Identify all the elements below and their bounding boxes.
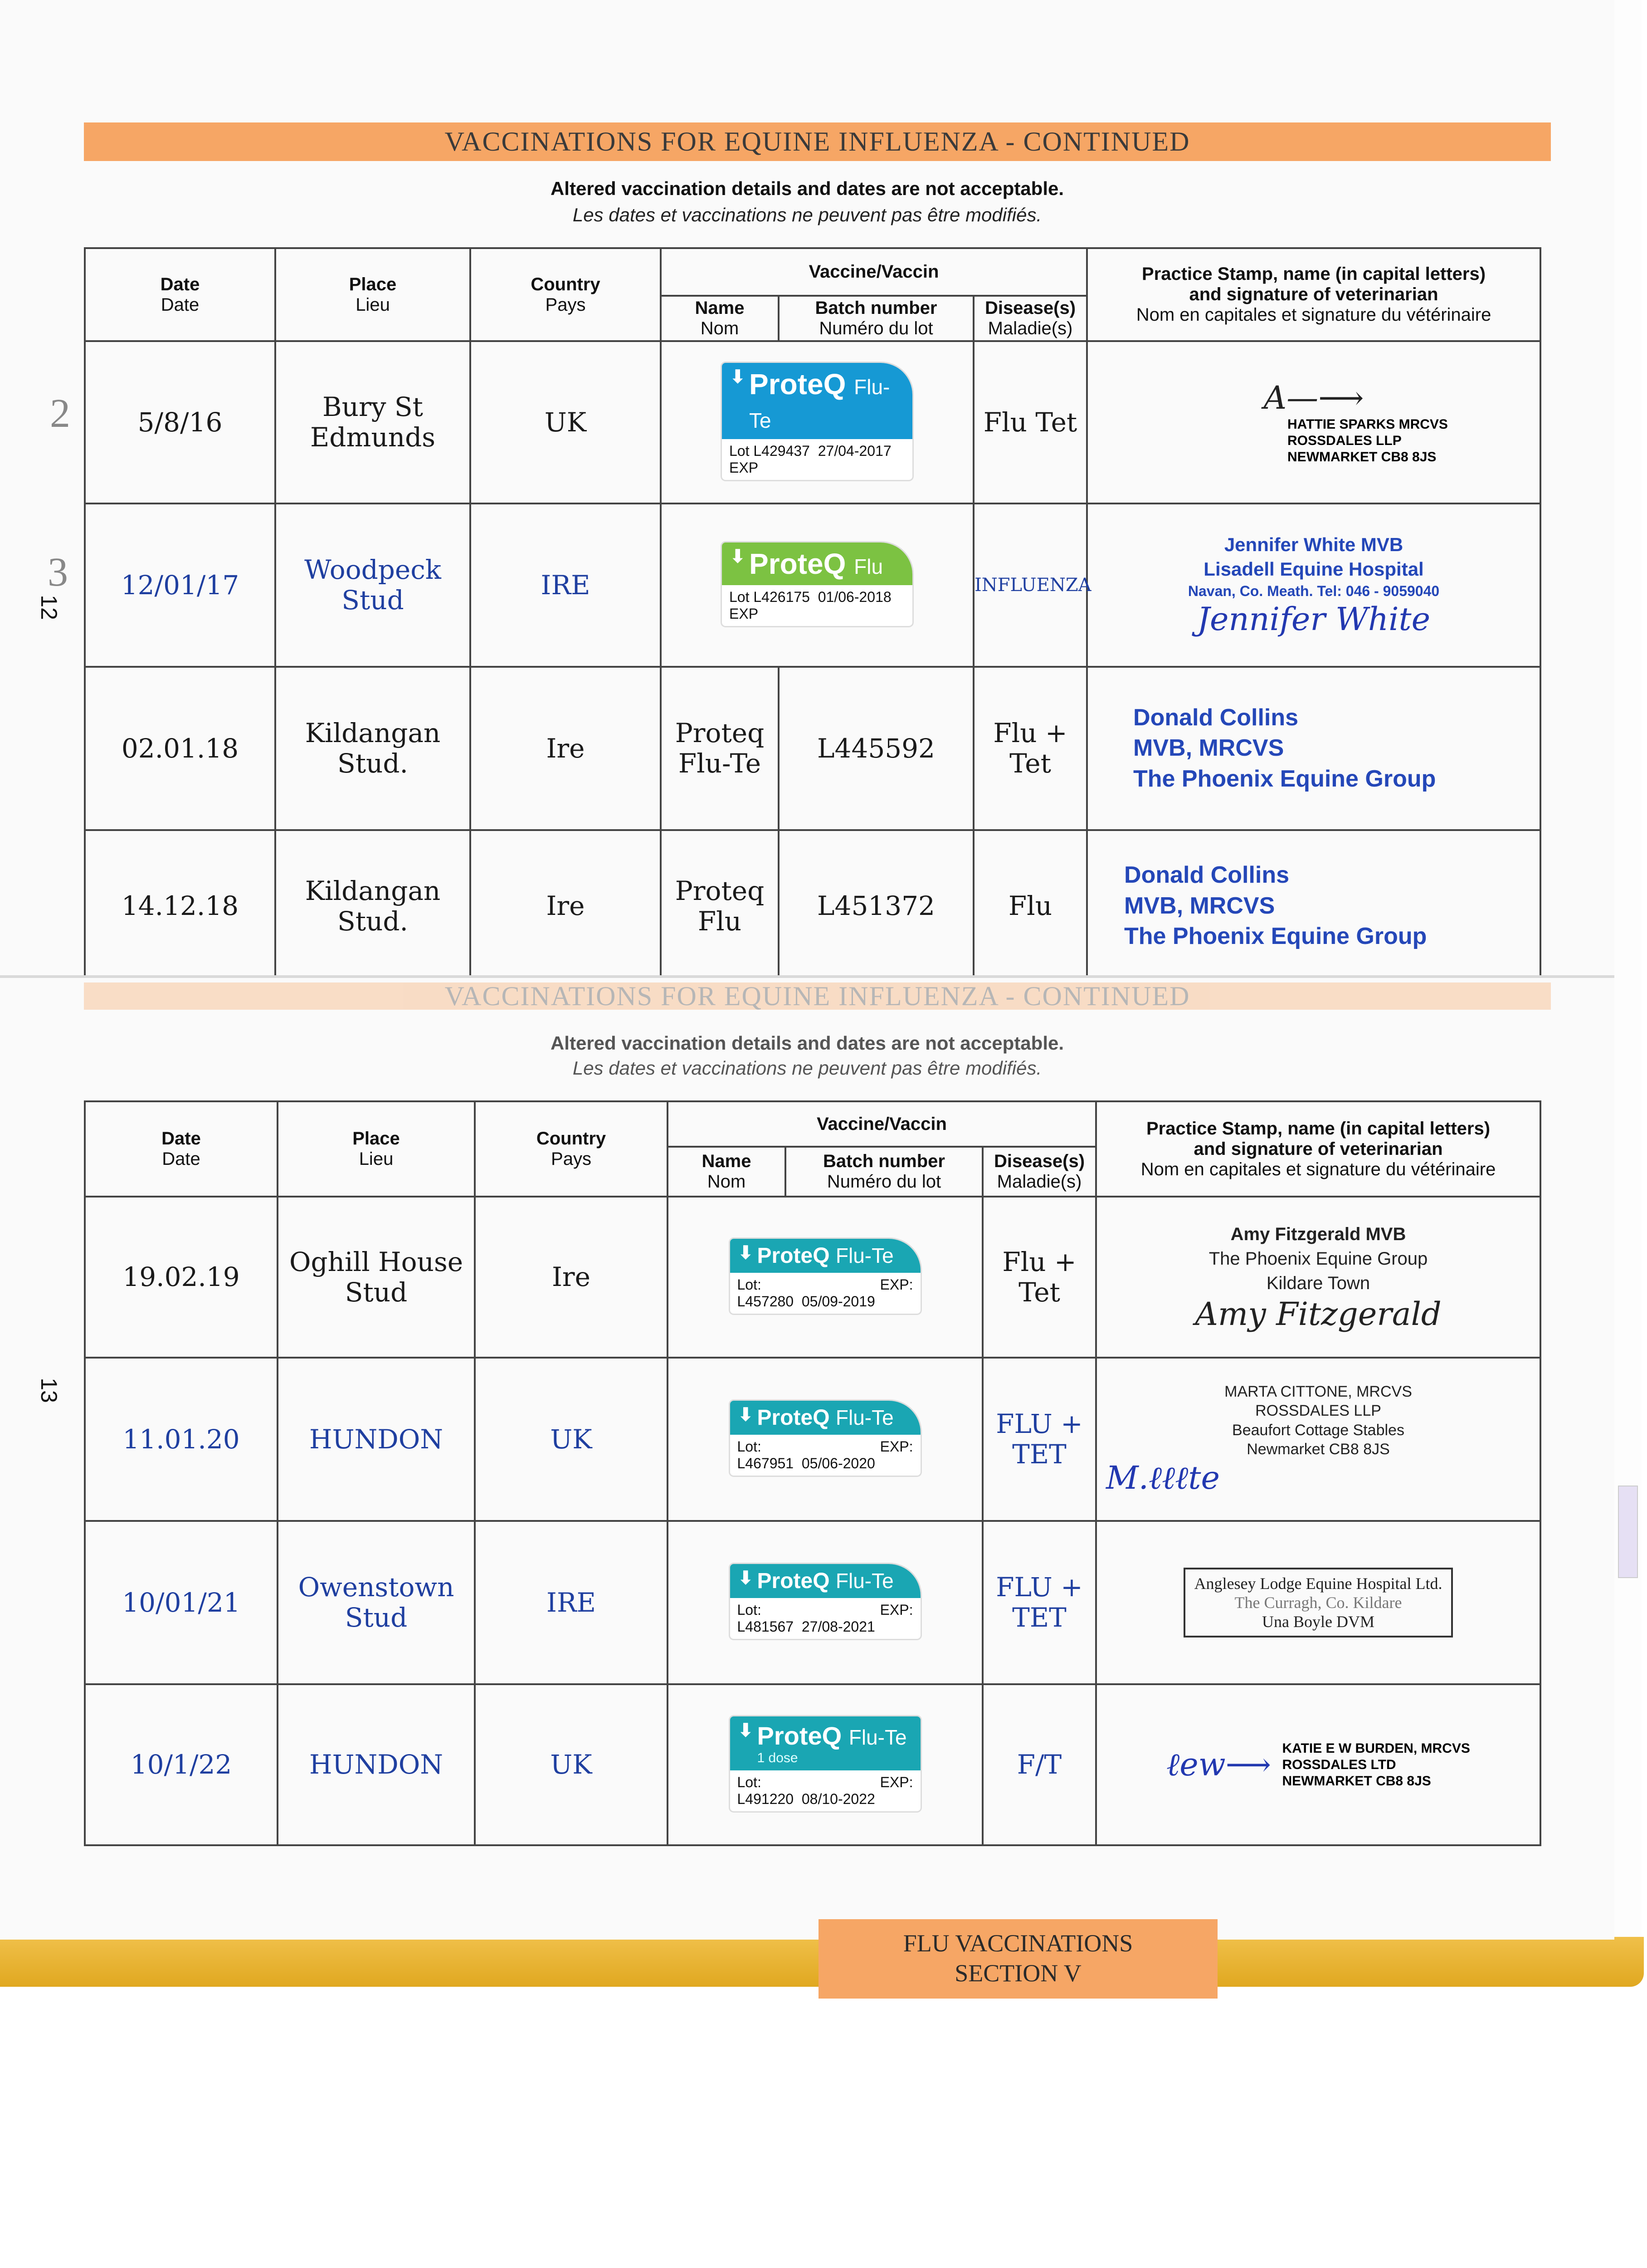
country-cell: Ire — [475, 1197, 668, 1358]
batch-cell: L445592 — [779, 667, 974, 830]
date-cell: 10/01/21 — [85, 1521, 278, 1684]
stamp-cell: ℓew⟶ KATIE E W BURDEN, MRCVS ROSSDALES LTD NEWMARKET CB8 8JS — [1096, 1684, 1540, 1845]
vaccine-sticker: ⬇ ProteQ Flu Lot L426175 01/06-2018 EXP — [722, 543, 912, 626]
header-date: Date Date — [85, 1101, 278, 1197]
vaccine-sticker-cell — [668, 1684, 983, 1845]
vaccine-sticker: ⬇ ProteQ Flu-Te Lot: EXP: L457280 05/09-2019 — [730, 1239, 921, 1314]
table-row — [85, 667, 1540, 830]
place-cell: Kildangan Stud. — [275, 830, 470, 982]
row-number: 3 — [48, 550, 68, 595]
vaccine-sticker-cell — [661, 341, 974, 503]
header-practice-stamp: Practice Stamp, name (in capital letters) and signature of veterinarian Nom en capitales et signature du vétérinaire — [1087, 248, 1540, 341]
notice-french: Les dates et vaccinations ne peuvent pas être modifiés. — [572, 204, 1042, 225]
header-name: Name Nom — [668, 1147, 785, 1197]
vaccine-sticker-cell — [668, 1358, 983, 1521]
arrow-icon: ⬇ — [730, 546, 746, 567]
vaccination-table — [84, 1100, 1541, 1846]
vaccine-name-cell: Proteq Flu — [661, 830, 779, 982]
lot-number: L481567 — [737, 1618, 794, 1635]
signature: ℓew⟶ — [1166, 1746, 1271, 1783]
table-row — [85, 1684, 1540, 1845]
lot-number: Lot L429437 — [729, 442, 810, 459]
vaccine-sticker: ⬇ ProteQ Flu-Te Lot: EXP: L481567 27/08-2021 — [730, 1564, 921, 1639]
signature: A—⟶ — [1263, 379, 1364, 416]
expiry-date: 05/09-2019 — [801, 1293, 875, 1310]
place-cell: Kildangan Stud. — [275, 667, 470, 830]
date-cell: 02.01.18 — [85, 667, 275, 830]
section-banner-faded: VACCINATIONS FOR EQUINE INFLUENZA - CONTINUED — [84, 982, 1551, 1010]
header-disease: Disease(s) Maladie(s) — [983, 1147, 1096, 1197]
disease-cell: Flu Tet — [974, 341, 1087, 503]
vaccine-sticker: ⬇ ProteQ Flu-Te Lot L429437 27/04-2017 EXP — [722, 363, 912, 480]
table-row — [85, 830, 1540, 982]
page-number: 12 — [36, 595, 62, 620]
lot-number: L457280 — [737, 1293, 794, 1310]
lot-number: L491220 — [737, 1790, 794, 1807]
header-name: Name Nom — [661, 296, 779, 341]
table-row — [85, 1358, 1540, 1521]
place-cell: HUNDON — [278, 1684, 475, 1845]
header-disease: Disease(s) Maladie(s) — [974, 296, 1087, 341]
header-date: Date Date — [85, 248, 275, 341]
disease-cell: FLU + TET — [983, 1358, 1096, 1521]
expiry-date: 27/08-2021 — [801, 1618, 875, 1635]
table-row — [85, 1521, 1540, 1684]
date-cell: 10/1/22 — [85, 1684, 278, 1845]
country-cell: UK — [475, 1684, 668, 1845]
header-country: Country Pays — [475, 1101, 668, 1197]
vaccination-table — [84, 247, 1541, 983]
notice-french: Les dates et vaccinations ne peuvent pas être modifiés. — [572, 1057, 1042, 1079]
place-cell: Oghill House Stud — [278, 1197, 475, 1358]
batch-cell: L451372 — [779, 830, 974, 982]
signature: Amy Fitzgerald — [1195, 1295, 1442, 1333]
country-cell: UK — [470, 341, 661, 503]
stamp-cell — [1096, 1521, 1540, 1684]
country-cell: IRE — [475, 1521, 668, 1684]
date-cell: 19.02.19 — [85, 1197, 278, 1358]
stamp-cell: Amy Fitzgerald MVB The Phoenix Equine Group Kildare Town Amy Fitzgerald — [1096, 1197, 1540, 1358]
disease-cell: Flu — [974, 830, 1087, 982]
disease-cell: Flu + Tet — [983, 1197, 1096, 1358]
stamp-cell: MARTA CITTONE, MRCVS ROSSDALES LLP Beaufort Cottage Stables Newmarket CB8 8JS M.ℓℓℓte — [1096, 1358, 1540, 1521]
vaccine-name-cell: Proteq Flu-Te — [661, 667, 779, 830]
arrow-icon: ⬇ — [730, 367, 746, 387]
expiry-date: 08/10-2022 — [801, 1790, 875, 1807]
vaccine-sticker-cell — [668, 1521, 983, 1684]
place-cell: HUNDON — [278, 1358, 475, 1521]
stamp-cell: Donald Collins MVB, MRCVS The Phoenix Equine Group — [1087, 667, 1540, 830]
vaccine-sticker: ⬇ ProteQ Flu-Te 1 dose Lot: EXP: L491220 08/10-2022 — [730, 1716, 921, 1811]
vaccine-sticker-cell — [668, 1197, 983, 1358]
place-cell: Woodpeck Stud — [275, 503, 470, 667]
header-vaccine: Vaccine/Vaccin — [668, 1101, 1096, 1147]
notice-english: Altered vaccination details and dates are not acceptable. — [550, 178, 1064, 199]
header-country: Country Pays — [470, 248, 661, 341]
table-row — [85, 1197, 1540, 1358]
arrow-icon: ⬇ — [738, 1242, 754, 1263]
row-number: 2 — [50, 391, 70, 436]
header-batch: Batch number Numéro du lot — [785, 1147, 983, 1197]
date-cell: 5/8/16 — [85, 341, 275, 503]
page-number: 13 — [36, 1378, 62, 1403]
page-tab — [1618, 1486, 1638, 1578]
expiry-date: 01/06-2018 — [818, 588, 892, 605]
section-banner: VACCINATIONS FOR EQUINE INFLUENZA - CONTINUED — [84, 122, 1551, 161]
place-cell: Bury St Edmunds — [275, 341, 470, 503]
table-row — [85, 341, 1540, 503]
table-row — [85, 503, 1540, 667]
country-cell: IRE — [470, 503, 661, 667]
section-footer-banner: FLU VACCINATIONS SECTION V — [819, 1919, 1218, 1999]
practice-stamp: Anglesey Lodge Equine Hospital Ltd. The Curragh, Co. Kildare Una Boyle DVM — [1184, 1568, 1453, 1637]
date-cell: 11.01.20 — [85, 1358, 278, 1521]
stamp-cell: Donald Collins MVB, MRCVS The Phoenix Equine Group — [1087, 830, 1540, 982]
country-cell: UK — [475, 1358, 668, 1521]
signature: M.ℓℓℓte — [1106, 1459, 1220, 1496]
arrow-icon: ⬇ — [738, 1568, 754, 1588]
lot-number: Lot L426175 — [729, 588, 810, 605]
header-place: Place Lieu — [278, 1101, 475, 1197]
signature: Jennifer White — [1197, 601, 1431, 638]
page-12 — [0, 0, 1614, 975]
header-vaccine: Vaccine/Vaccin — [661, 248, 1087, 296]
stamp-cell: Jennifer White MVB Lisadell Equine Hospital Navan, Co. Meath. Tel: 046 - 9059040 Jennifer White — [1087, 503, 1540, 667]
expiry-date: 27/04-2017 — [818, 442, 892, 459]
disease-cell: F/T — [983, 1684, 1096, 1845]
date-cell: 12/01/17 — [85, 503, 275, 667]
expiry-date: 05/06-2020 — [801, 1455, 875, 1471]
header-place: Place Lieu — [275, 248, 470, 341]
disease-cell: Flu + Tet — [974, 667, 1087, 830]
page-13 — [0, 975, 1614, 1987]
place-cell: Owenstown Stud — [278, 1521, 475, 1684]
disease-cell: INFLUENZA — [974, 503, 1087, 667]
header-practice-stamp: Practice Stamp, name (in capital letters) and signature of veterinarian Nom en capitales et signature du vétérinaire — [1096, 1101, 1540, 1197]
arrow-icon: ⬇ — [738, 1405, 754, 1425]
vaccine-sticker-cell — [661, 503, 974, 667]
date-cell: 14.12.18 — [85, 830, 275, 982]
country-cell: Ire — [470, 830, 661, 982]
country-cell: Ire — [470, 667, 661, 830]
arrow-icon: ⬇ — [738, 1720, 754, 1740]
stamp-cell: A—⟶ HATTIE SPARKS MRCVS ROSSDALES LLP NEWMARKET CB8 8JS — [1087, 341, 1540, 503]
vaccine-sticker: ⬇ ProteQ Flu-Te Lot: EXP: L467951 05/06-2020 — [730, 1401, 921, 1476]
disease-cell: FLU + TET — [983, 1521, 1096, 1684]
notice-english: Altered vaccination details and dates are not acceptable. — [550, 1032, 1064, 1054]
header-batch: Batch number Numéro du lot — [779, 296, 974, 341]
lot-number: L467951 — [737, 1455, 794, 1471]
